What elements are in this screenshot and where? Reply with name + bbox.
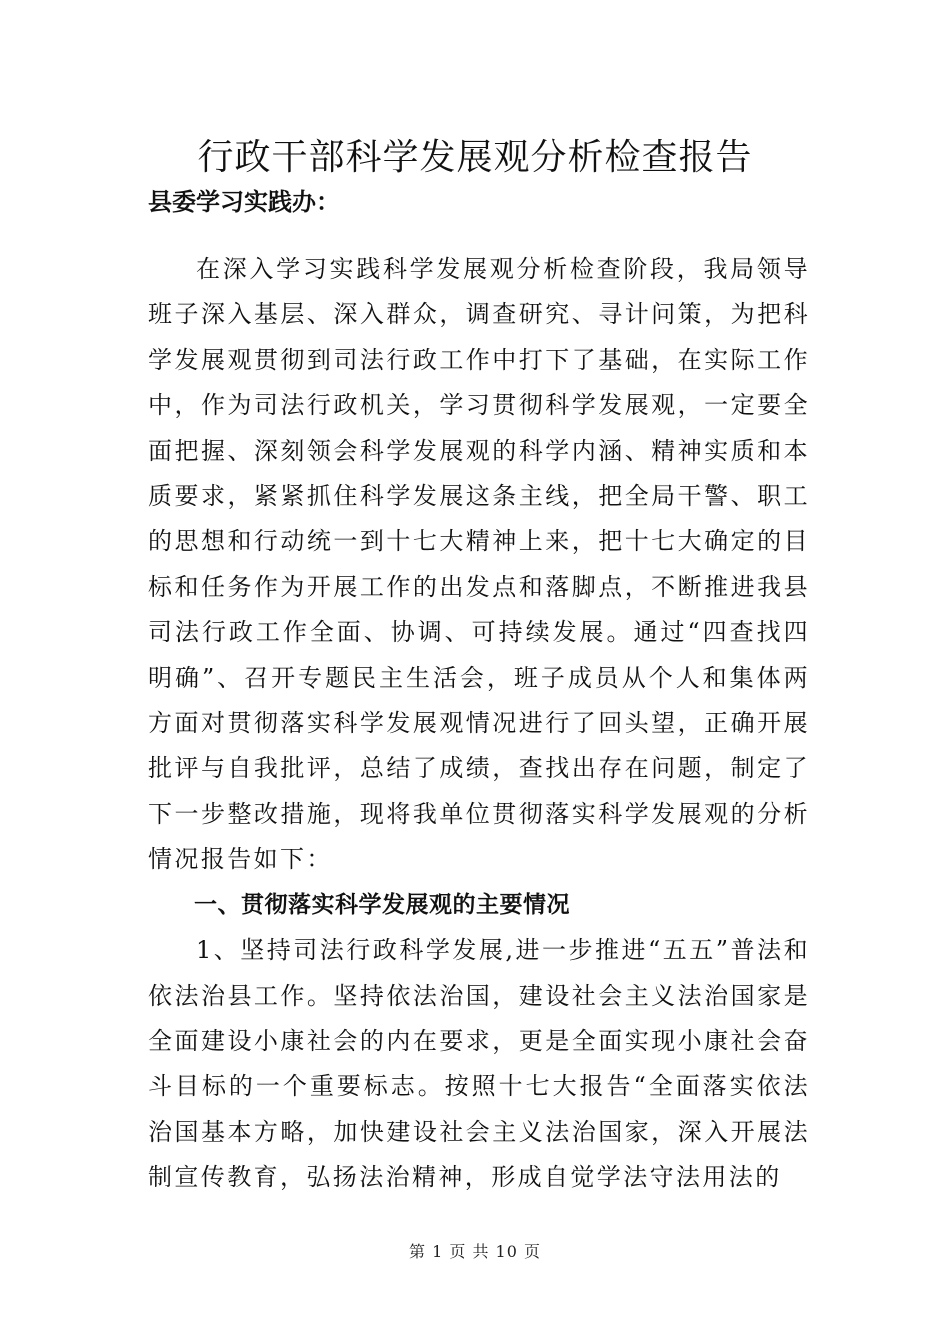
document-body [148,247,810,1201]
salutation: 县委学习实践办： [148,188,340,216]
document-title: 行政干部科学发展观分析检查报告 [197,137,753,178]
section-heading: 一、贯彻落实科学发展观的主要情况 [194,891,570,918]
section-paragraph: 1、坚持司法行政科学发展,进一步推进“五五”普法和依法治县工作。坚持依法治国，建设社会主义法治国家是全面建设小康社会的内在要求，更是全面实现小康社会奋斗目标的一个重要标志。按照十七大报告“全面落实依法治国基本方略，加快建设社会主义法治国家，深入开展法制宣传教育，弘扬法治精神，形成自觉学法守法用法的 [148,936,810,1192]
intro-paragraph: 在深入学习实践科学发展观分析检查阶段，我局领导班子深入基层、深入群众，调查研究、寻计问策，为把科学发展观贯彻到司法行政工作中打下了基础，在实际工作中，作为司法行政机关，学习贯彻科学发展观，一定要全面把握、深刻领会科学发展观的科学内涵、精神实质和本质要求，紧紧抓住科学发展这条主线，把全局干警、职工的思想和行动统一到十七大精神上来，把十七大确定的目标和任务作为开展工作的出发点和落脚点，不断推进我县司法行政工作全面、协调、可持续发展。通过“四查找四明确”、召开专题民主生活会，班子成员从个人和集体两方面对贯彻落实科学发展观情况进行了回头望，正确开展批评与自我批评，总结了成绩，查找出存在问题，制定了下一步整改措施，现将我单位贯彻落实科学发展观的分析情况报告如下： [148,255,810,874]
page-footer: 第 1 页 共 10 页 [409,1242,541,1261]
